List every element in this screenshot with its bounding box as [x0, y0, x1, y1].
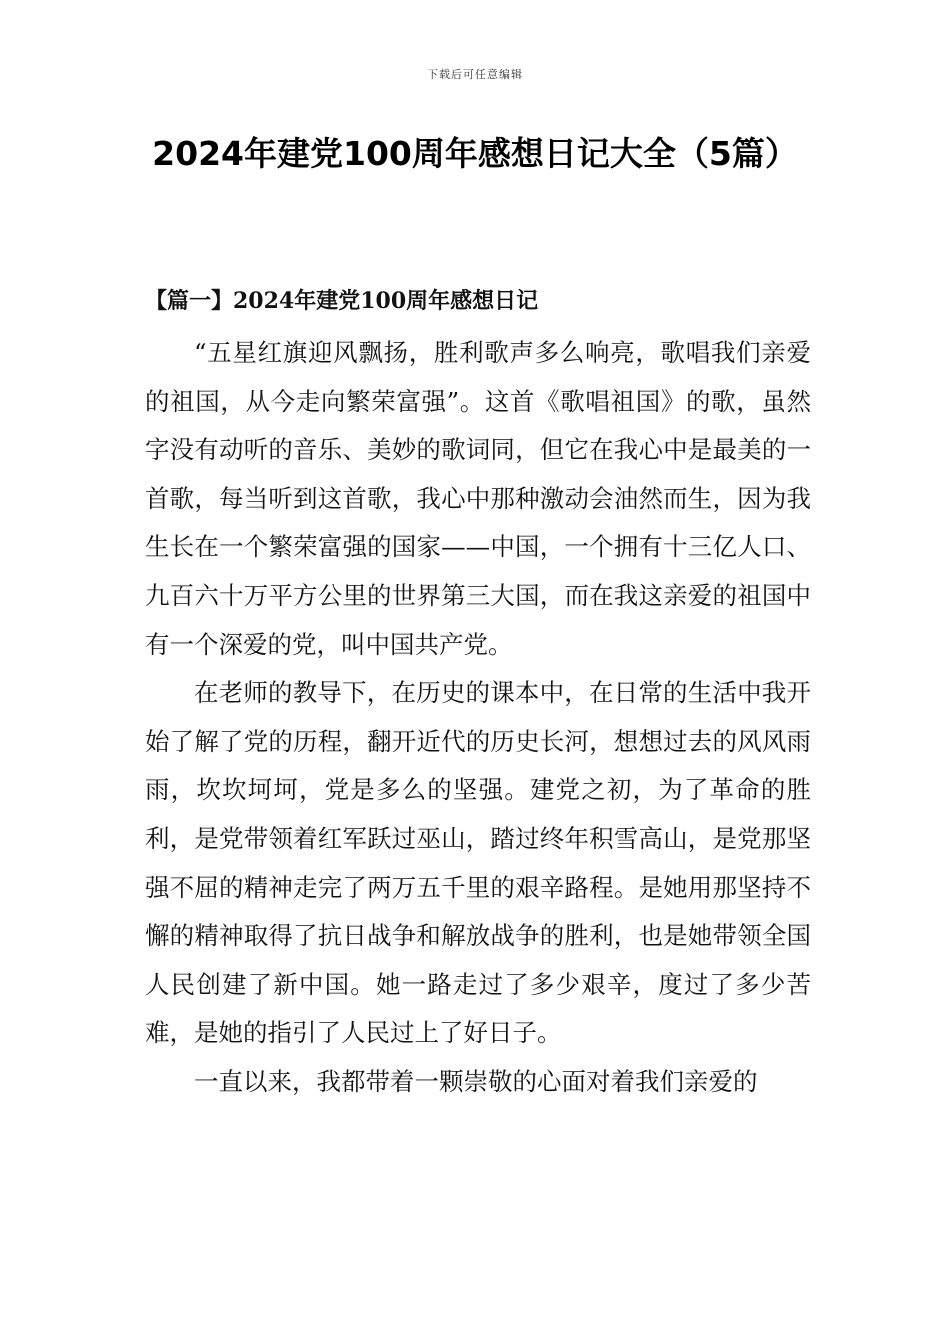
header-note: 下载后可任意编辑 [427, 68, 523, 81]
document-body [145, 329, 811, 1107]
document-title: 2024年建党100周年感想日记大全（5篇） [152, 134, 798, 173]
section-heading: 【篇一】2024年建党100周年感想日记 [145, 288, 539, 314]
paragraph: 在老师的教导下，在历史的课本中，在日常的生活中我开始了解了党的历程，翻开近代的历史长河，想想过去的风风雨雨，坎坎坷坷，党是多么的坚强。建党之初，为了革命的胜利，是党带领着红军跃过巫山，踏过终年积雪高山，是党那坚强不屈的精神走完了两万五千里的艰辛路程。是她用那坚持不懈的精神取得了抗日战争和解放战争的胜利，也是她带领全国人民创建了新中国。她一路走过了多少艰辛，度过了多少苦难，是她的指引了人民过上了好日子。 [145, 678, 811, 1048]
paragraph: 一直以来，我都带着一颗崇敬的心面对着我们亲爱的 [194, 1066, 758, 1096]
paragraph: “五星红旗迎风飘扬，胜利歌声多么响亮，歌唱我们亲爱的祖国，从今走向繁荣富强”。这首《歌唱祖国》的歌，虽然字没有动听的音乐、美妙的歌词同，但它在我心中是最美的一首歌，每当听到这首歌，我心中那种激动会油然而生，因为我生长在一个繁荣富强的国家——中国，一个拥有十三亿人口、九百六十万平方公里的世界第三大国，而在我这亲爱的祖国中有一个深爱的党，叫中国共产党。 [145, 338, 811, 659]
